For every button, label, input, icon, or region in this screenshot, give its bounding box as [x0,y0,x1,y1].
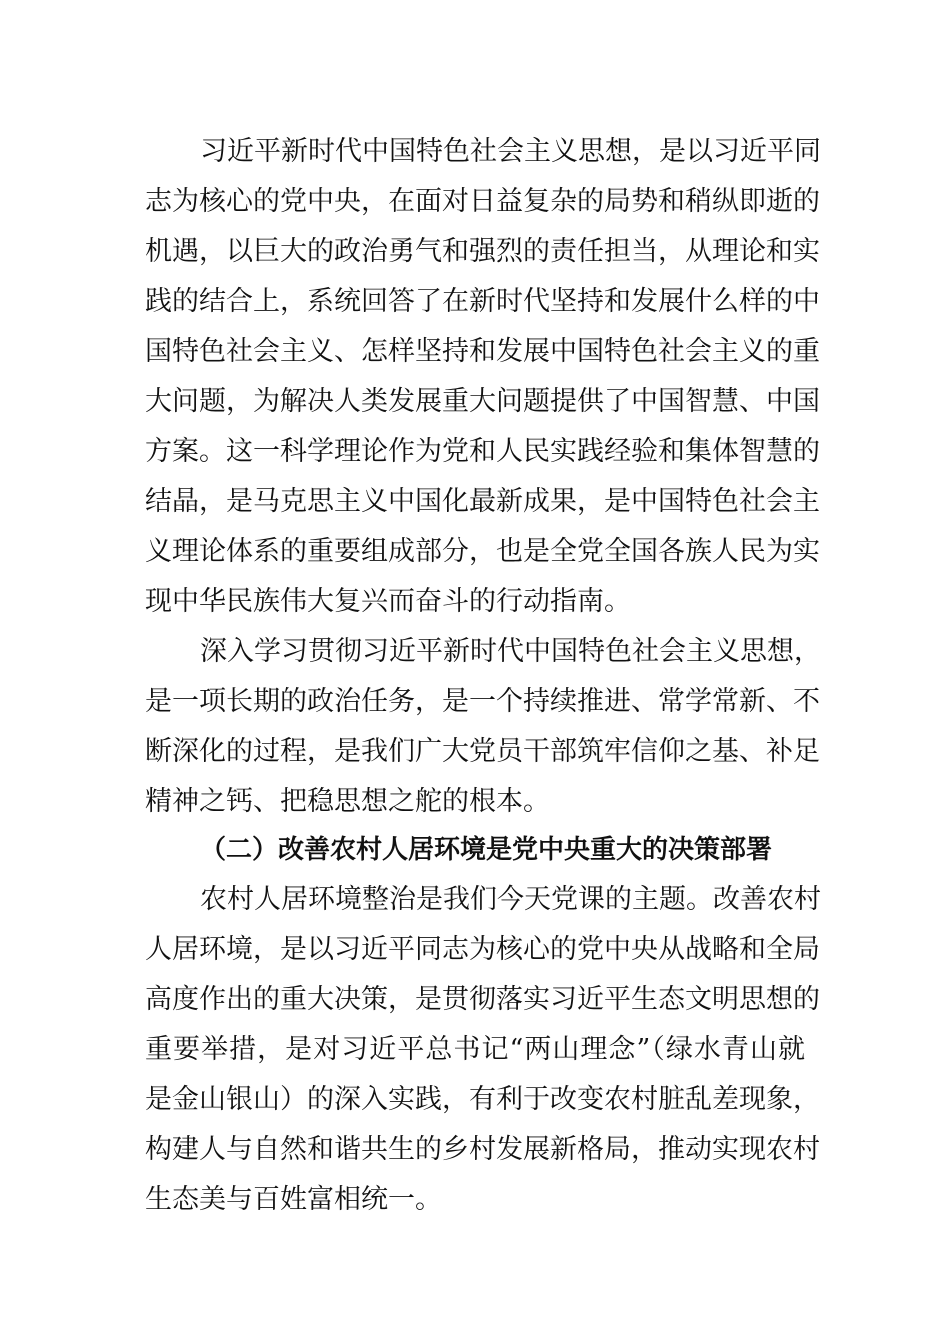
paragraph-line: 习近平新时代中国特色社会主义思想，是以习近平同 [200,136,821,167]
paragraph-line: 国特色社会主义、怎样坚持和发展中国特色社会主义的重 [145,336,820,367]
paragraph-line: 农村人居环境整治是我们今天党课的主题。改善农村 [200,884,821,915]
paragraph-line: 是金山银山）的深入实践，有利于改变农村脏乱差现象， [145,1084,820,1115]
paragraph-line: 精神之钙、把稳思想之舵的根本。 [145,786,550,817]
paragraph-line: 生态美与百姓富相统一。 [145,1184,442,1215]
paragraph-line: 高度作出的重大决策，是贯彻落实习近平生态文明思想的 [145,984,820,1015]
paragraph-line: 重要举措，是对习近平总书记“两山理念”（绿水青山就 [145,1034,805,1065]
paragraph-line: 大问题，为解决人类发展重大问题提供了中国智慧、中国 [145,386,820,417]
paragraph-line: 结晶，是马克思主义中国化最新成果，是中国特色社会主 [145,486,820,517]
paragraph-line: 义理论体系的重要组成部分，也是全党全国各族人民为实 [145,536,820,567]
paragraph-line: 深入学习贯彻习近平新时代中国特色社会主义思想， [200,636,821,667]
paragraph-line: 断深化的过程，是我们广大党员干部筑牢信仰之基、补足 [145,736,820,767]
paragraph-line: 方案。这一科学理论作为党和人民实践经验和集体智慧的 [145,436,820,467]
paragraph-line: 是一项长期的政治任务，是一个持续推进、常学常新、不 [145,686,820,717]
paragraph-line: 人居环境，是以习近平同志为核心的党中央从战略和全局 [145,934,820,965]
paragraph-line: 践的结合上，系统回答了在新时代坚持和发展什么样的中 [145,286,820,317]
paragraph-line: 志为核心的党中央，在面对日益复杂的局势和稍纵即逝的 [145,186,820,217]
paragraph-line: 机遇，以巨大的政治勇气和强烈的责任担当，从理论和实 [145,236,820,267]
paragraph-line: 现中华民族伟大复兴而奋斗的行动指南。 [145,586,631,617]
section-heading: （二）改善农村人居环境是党中央重大的决策部署 [200,835,773,865]
paragraph-line: 构建人与自然和谐共生的乡村发展新格局，推动实现农村 [145,1134,820,1165]
